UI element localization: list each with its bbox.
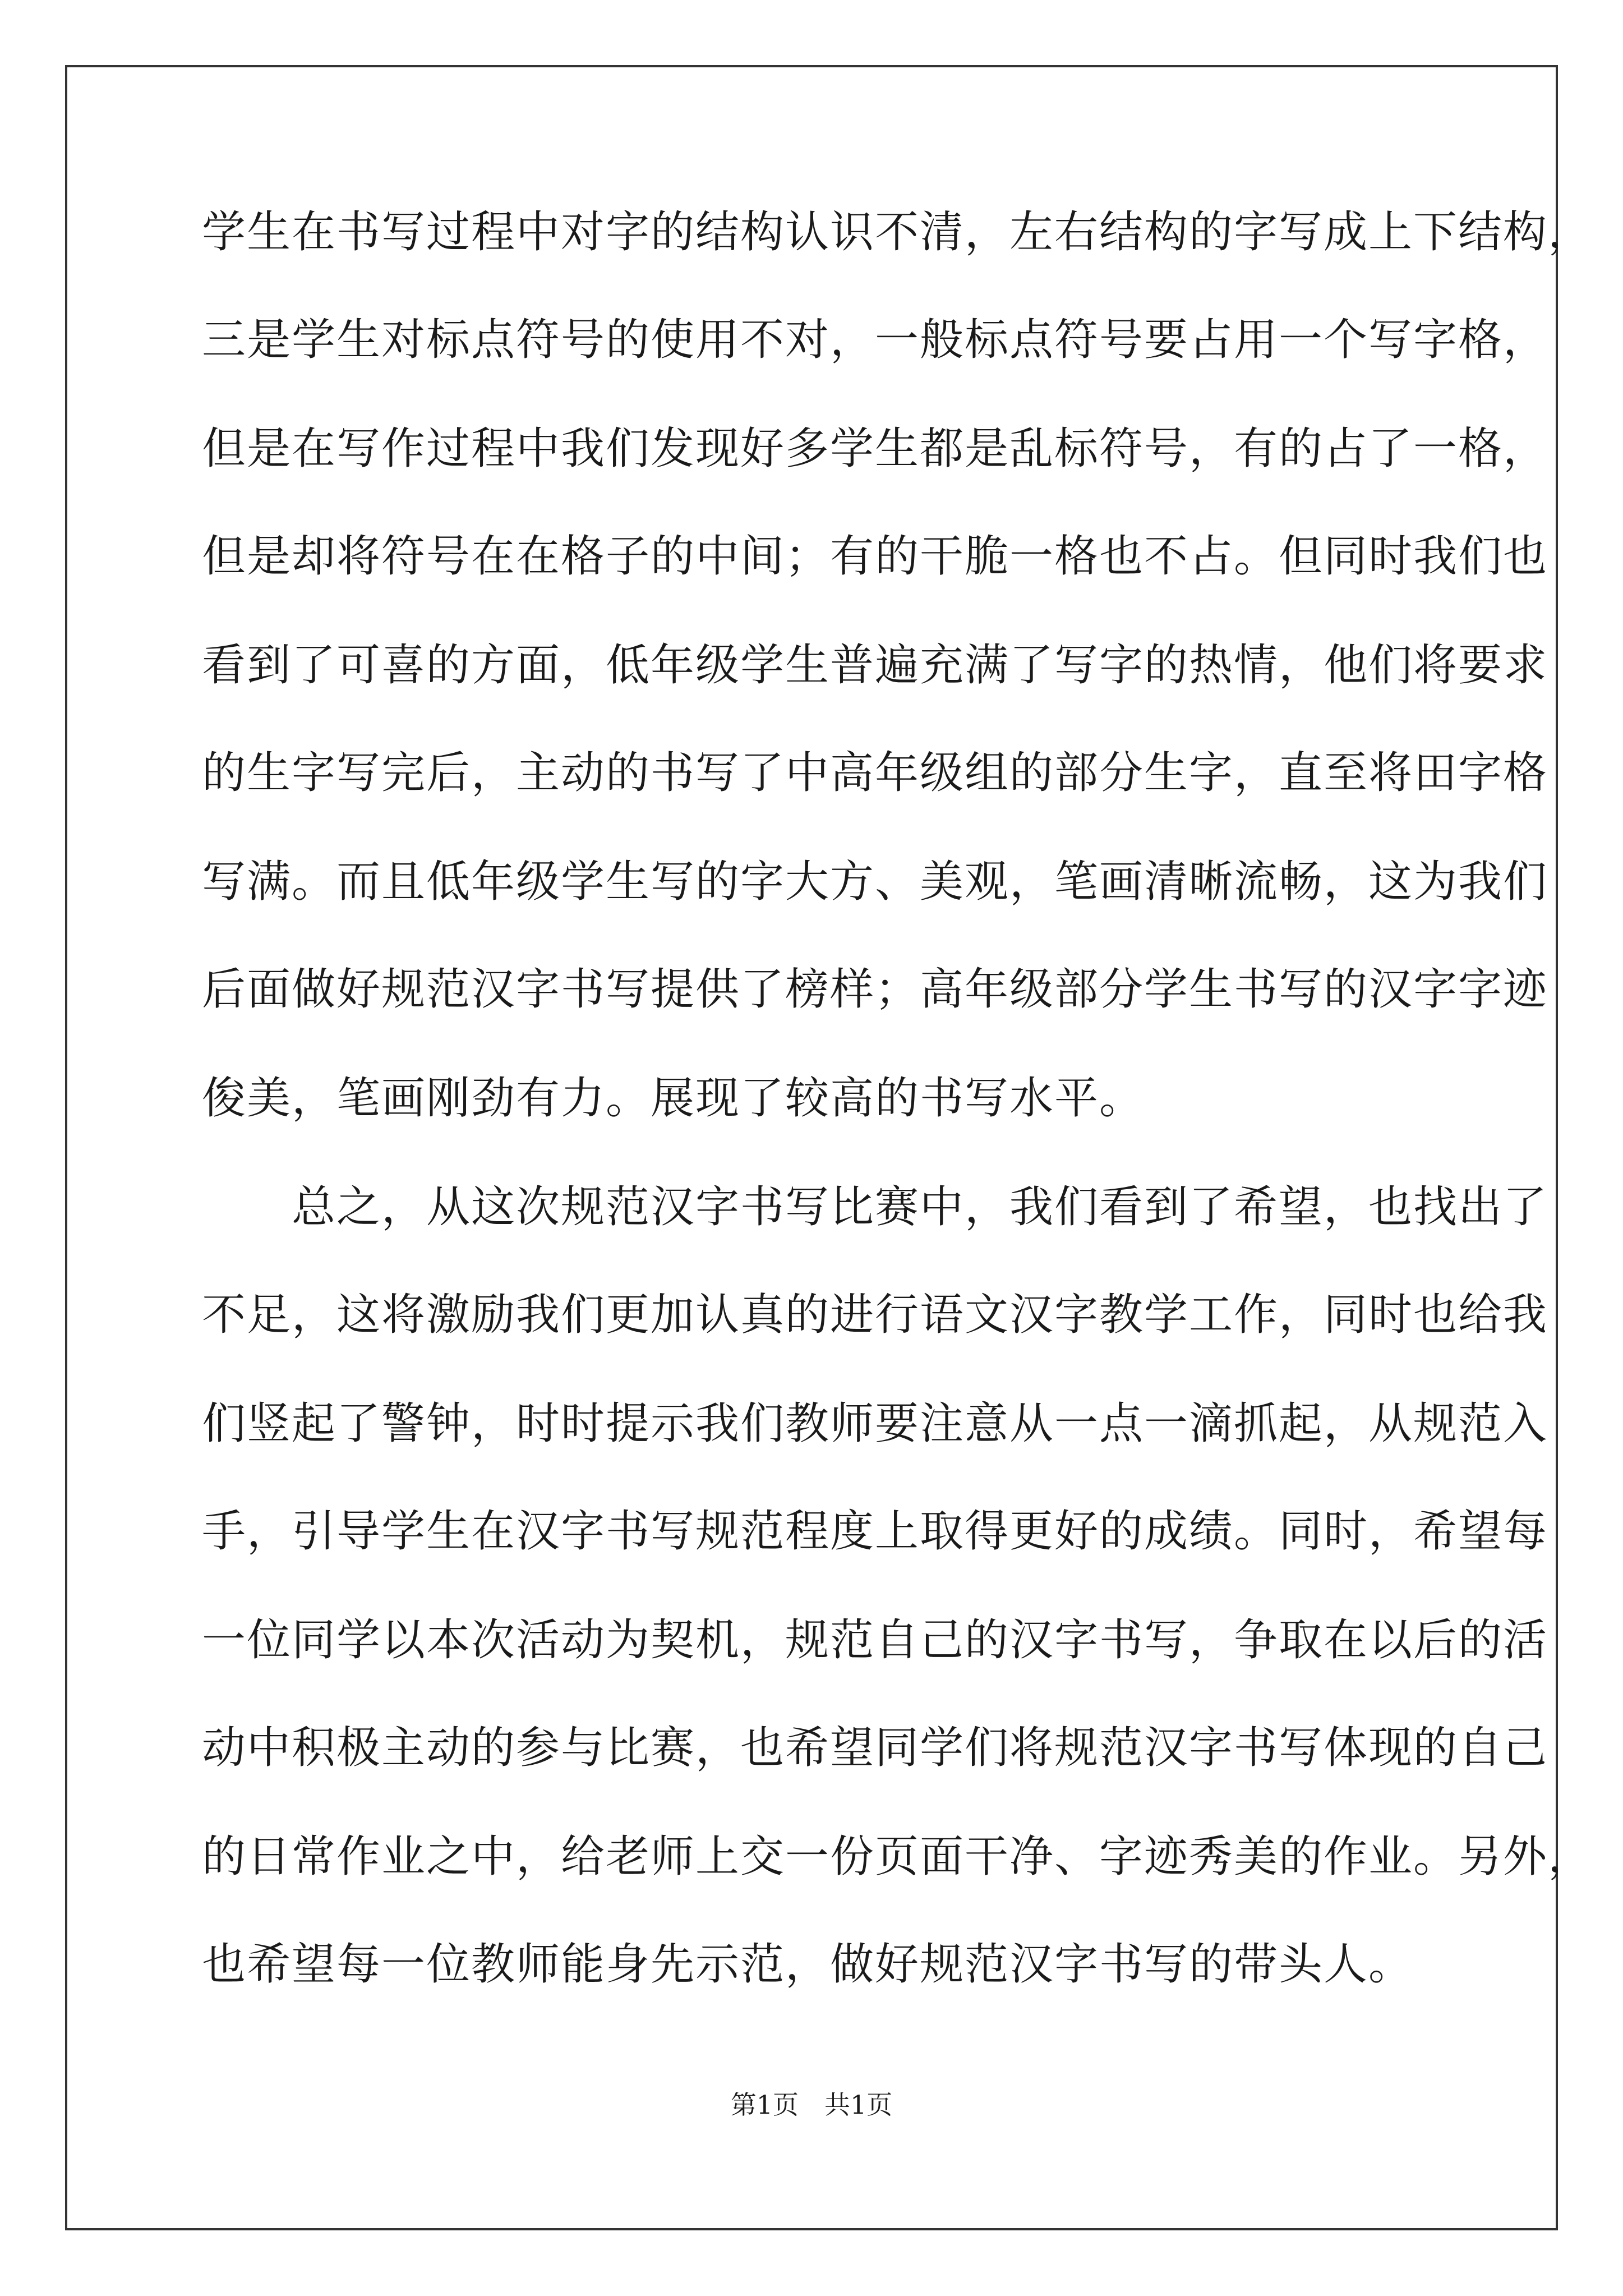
text-line: 三是学生对标点符号的使用不对，一般标点符号要占用一个写字格， <box>202 315 1548 365</box>
text-line: 手，引导学生在汉字书写规范程度上取得更好的成绩。同时，希望每 <box>202 1506 1548 1557</box>
text-line: 写满。而且低年级学生写的字大方、美观，笔画清晰流畅，这为我们 <box>202 857 1548 907</box>
page-footer <box>0 2089 1623 2120</box>
text-line: 不足，这将激励我们更加认真的进行语文汉字教学工作，同时也给我 <box>202 1290 1548 1340</box>
text-line: 的日常作业之中，给老师上交一份页面干净、字迹秀美的作业。另外， <box>202 1832 1593 1882</box>
page-number: 第1页 <box>730 2090 799 2120</box>
paragraph-start-line: 总之，从这次规范汉字书写比赛中，我们看到了希望，也找出了 <box>202 1182 1548 1232</box>
text-line: 学生在书写过程中对字的结构认识不清，左右结构的字写成上下结构， <box>202 207 1593 257</box>
text-line: 们竖起了警钟，时时提示我们教师要注意从一点一滴抓起，从规范入 <box>202 1398 1548 1449</box>
text-line: 但是在写作过程中我们发现好多学生都是乱标符号，有的占了一格， <box>202 424 1548 474</box>
text-line: 但是却将符号在在格子的中间；有的干脆一格也不占。但同时我们也 <box>202 531 1548 582</box>
text-line: 也希望每一位教师能身先示范，做好规范汉字书写的带头人。 <box>202 1939 1414 1990</box>
page-border <box>65 65 1558 2230</box>
text-line: 一位同学以本次活动为契机，规范自己的汉字书写，争取在以后的活 <box>202 1615 1548 1665</box>
text-line: 的生字写完后，主动的书写了中高年级组的部分生字，直至将田字格 <box>202 748 1548 798</box>
text-line: 俊美，笔画刚劲有力。展现了较高的书写水平。 <box>202 1073 1145 1124</box>
page-total: 共1页 <box>824 2090 893 2120</box>
text-line: 动中积极主动的参与比赛，也希望同学们将规范汉字书写体现的自己 <box>202 1723 1548 1773</box>
text-line: 看到了可喜的方面，低年级学生普遍充满了写字的热情，他们将要求 <box>202 640 1548 691</box>
text-line: 后面做好规范汉字书写提供了榜样；高年级部分学生书写的汉字字迹 <box>202 964 1548 1015</box>
